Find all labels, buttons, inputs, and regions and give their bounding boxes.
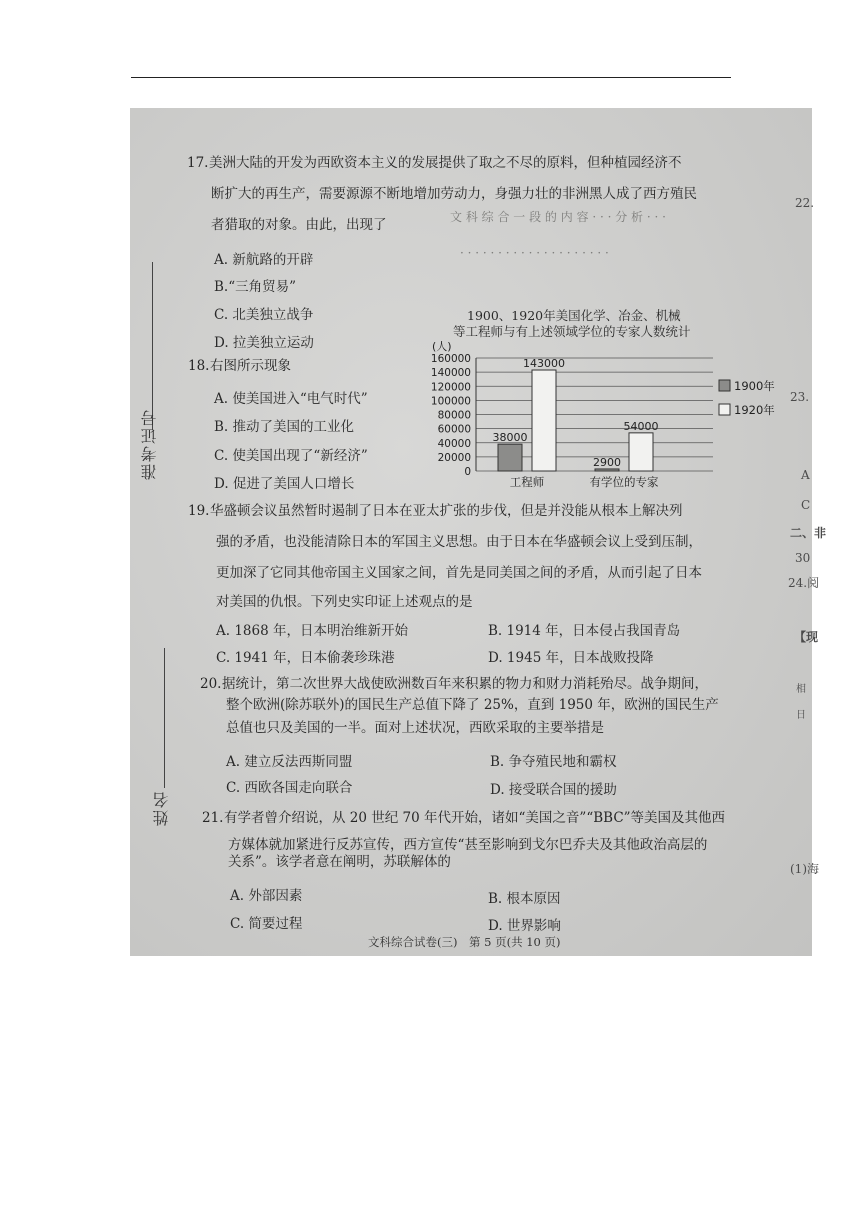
bleed-text: 文 科 综 合 一 段 的 内 容 · · · 分 析 · · · bbox=[450, 210, 666, 224]
exam-page-photo bbox=[130, 108, 827, 956]
option-b: B. 推动了美国的工业化 bbox=[214, 419, 355, 435]
top-rule bbox=[131, 77, 731, 78]
option-c: C. 北美独立战争 bbox=[214, 307, 314, 323]
y-tick-label: 20000 bbox=[437, 451, 471, 464]
page-footer: 文科综合试卷(三) 第 5 页(共 10 页) bbox=[368, 935, 561, 949]
option-a: A. 外部因素 bbox=[230, 888, 303, 904]
chart-title-line-2: 等工程师与有上述领域学位的专家人数统计 bbox=[453, 324, 691, 339]
option-b: B.“三角贸易” bbox=[214, 279, 297, 295]
y-tick-label: 40000 bbox=[437, 437, 471, 450]
right-fragment: 日 bbox=[796, 710, 806, 721]
question-text-line: 有学者曾介绍说，从 20 世纪 70 年代开始，诸如“美国之音”“BBC”等美国及其他西 bbox=[224, 810, 726, 826]
y-tick-label: 140000 bbox=[430, 367, 471, 380]
option-d: D. 促进了美国人口增长 bbox=[214, 476, 355, 492]
option-d: D. 世界影响 bbox=[488, 918, 561, 934]
right-fragment: 二、非 bbox=[790, 526, 827, 540]
y-tick-label: 160000 bbox=[430, 353, 471, 365]
question-text-line: 强的矛盾，也没能清除日本的军国主义思想。由于日本在华盛顿会议上受到压制， bbox=[216, 534, 702, 550]
right-fragment: 30 bbox=[795, 551, 811, 565]
y-tick-label: 80000 bbox=[437, 409, 471, 422]
margin-line bbox=[152, 262, 153, 430]
question-text-line: 方媒体就加紧进行反苏宣传，西方宣传“甚至影响到戈尔巴乔夫及其他政治高层的 bbox=[228, 837, 708, 853]
legend-swatch bbox=[719, 404, 730, 415]
option-c: C. 简要过程 bbox=[230, 916, 303, 932]
bar-chart bbox=[410, 336, 790, 498]
data-label: 143000 bbox=[523, 357, 565, 371]
question-text-line: 整个欧洲(除苏联外)的国民生产总值下降了 25%，直到 1950 年，欧洲的国民生产 bbox=[226, 697, 719, 713]
question-number: 19. bbox=[188, 503, 210, 519]
question-text-line: 对美国的仇恨。下列史实印证上述观点的是 bbox=[216, 594, 473, 610]
legend-label: 1900年 bbox=[734, 379, 775, 393]
data-label: 54000 bbox=[623, 419, 659, 433]
y-tick-label: 120000 bbox=[430, 381, 471, 394]
right-fragment: A bbox=[801, 468, 810, 482]
option-c: C. 西欧各国走向联合 bbox=[226, 780, 353, 796]
option-c: C. 使美国出现了“新经济” bbox=[214, 448, 368, 464]
name-label: 姓名 bbox=[152, 790, 171, 826]
x-category-label: 工程师 bbox=[509, 475, 545, 489]
question-text-line: 右图所示现象 bbox=[210, 358, 291, 374]
y-tick-label: 60000 bbox=[437, 423, 471, 436]
bar-1920年-工程师 bbox=[532, 370, 556, 471]
right-fragment: 22. bbox=[795, 196, 815, 210]
margin-line bbox=[164, 648, 165, 788]
exam-id-label: 准考证号 bbox=[140, 408, 159, 480]
bleed-text: · · · · · · · · · · · · · · · · · · · · bbox=[460, 246, 609, 260]
option-b: B. 根本原因 bbox=[488, 891, 561, 907]
option-b: B. 争夺殖民地和霸权 bbox=[490, 754, 617, 770]
question-text-line: 美洲大陆的开发为西欧资本主义的发展提供了取之不尽的原料，但种植园经济不 bbox=[209, 155, 682, 171]
legend-swatch bbox=[719, 380, 730, 391]
option-b: B. 1914 年，日本侵占我国青岛 bbox=[488, 623, 681, 639]
option-a: A. 使美国进入“电气时代” bbox=[214, 391, 368, 407]
question-text-line: 关系”。该学者意在阐明，苏联解体的 bbox=[228, 854, 451, 870]
question-text-line: 华盛顿会议虽然暂时遏制了日本在亚太扩张的步伐，但是并没能从根本上解决列 bbox=[210, 503, 683, 519]
bar-1920年-有学位的专家 bbox=[629, 433, 653, 471]
question-number: 20. bbox=[200, 676, 222, 692]
y-axis-unit: (人) bbox=[432, 340, 452, 353]
right-fragment: (1)海 bbox=[790, 862, 819, 876]
question-number: 18. bbox=[188, 358, 210, 374]
y-tick-label: 100000 bbox=[430, 395, 471, 408]
right-fragment: 23. bbox=[790, 390, 810, 404]
question-text-line: 者猎取的对象。由此，出现了 bbox=[211, 217, 387, 233]
option-d: D. 拉美独立运动 bbox=[214, 335, 314, 351]
option-a: A. 新航路的开辟 bbox=[214, 252, 314, 268]
option-a: A. 建立反法西斯同盟 bbox=[226, 754, 353, 770]
right-fragment: 24.阅 bbox=[788, 576, 820, 590]
option-d: D. 1945 年，日本战败投降 bbox=[488, 650, 654, 666]
right-fragment: 相 bbox=[796, 684, 806, 695]
right-fragment: C bbox=[801, 498, 811, 512]
option-c: C. 1941 年，日本偷袭珍珠港 bbox=[216, 650, 395, 666]
chart-title-line-1: 1900、1920年美国化学、冶金、机械 bbox=[467, 308, 681, 323]
data-label: 38000 bbox=[492, 431, 528, 445]
y-tick-label: 0 bbox=[464, 466, 471, 478]
right-fragment: 【现 bbox=[794, 630, 819, 644]
question-number: 21. bbox=[202, 810, 224, 826]
question-text-line: 断扩大的再生产，需要源源不断地增加劳动力，身强力壮的非洲黑人成了西方殖民 bbox=[211, 186, 697, 202]
legend-label: 1920年 bbox=[734, 403, 775, 417]
question-number: 17. bbox=[187, 155, 209, 171]
option-a: A. 1868 年，日本明治维新开始 bbox=[216, 623, 408, 639]
bar-1900年-有学位的专家 bbox=[595, 469, 619, 471]
option-d: D. 接受联合国的援助 bbox=[490, 782, 617, 798]
question-text-line: 据统计，第二次世界大战使欧洲数百年来积累的物力和财力消耗殆尽。战争期间， bbox=[222, 676, 708, 692]
x-category-label: 有学位的专家 bbox=[589, 475, 659, 489]
question-text-line: 总值也只及美国的一半。面对上述状况，西欧采取的主要举措是 bbox=[226, 720, 604, 736]
bar-1900年-工程师 bbox=[498, 444, 522, 471]
question-text-line: 更加深了它同其他帝国主义国家之间，首先是同美国之间的矛盾，从而引起了日本 bbox=[216, 565, 702, 581]
data-label: 2900 bbox=[593, 455, 621, 469]
